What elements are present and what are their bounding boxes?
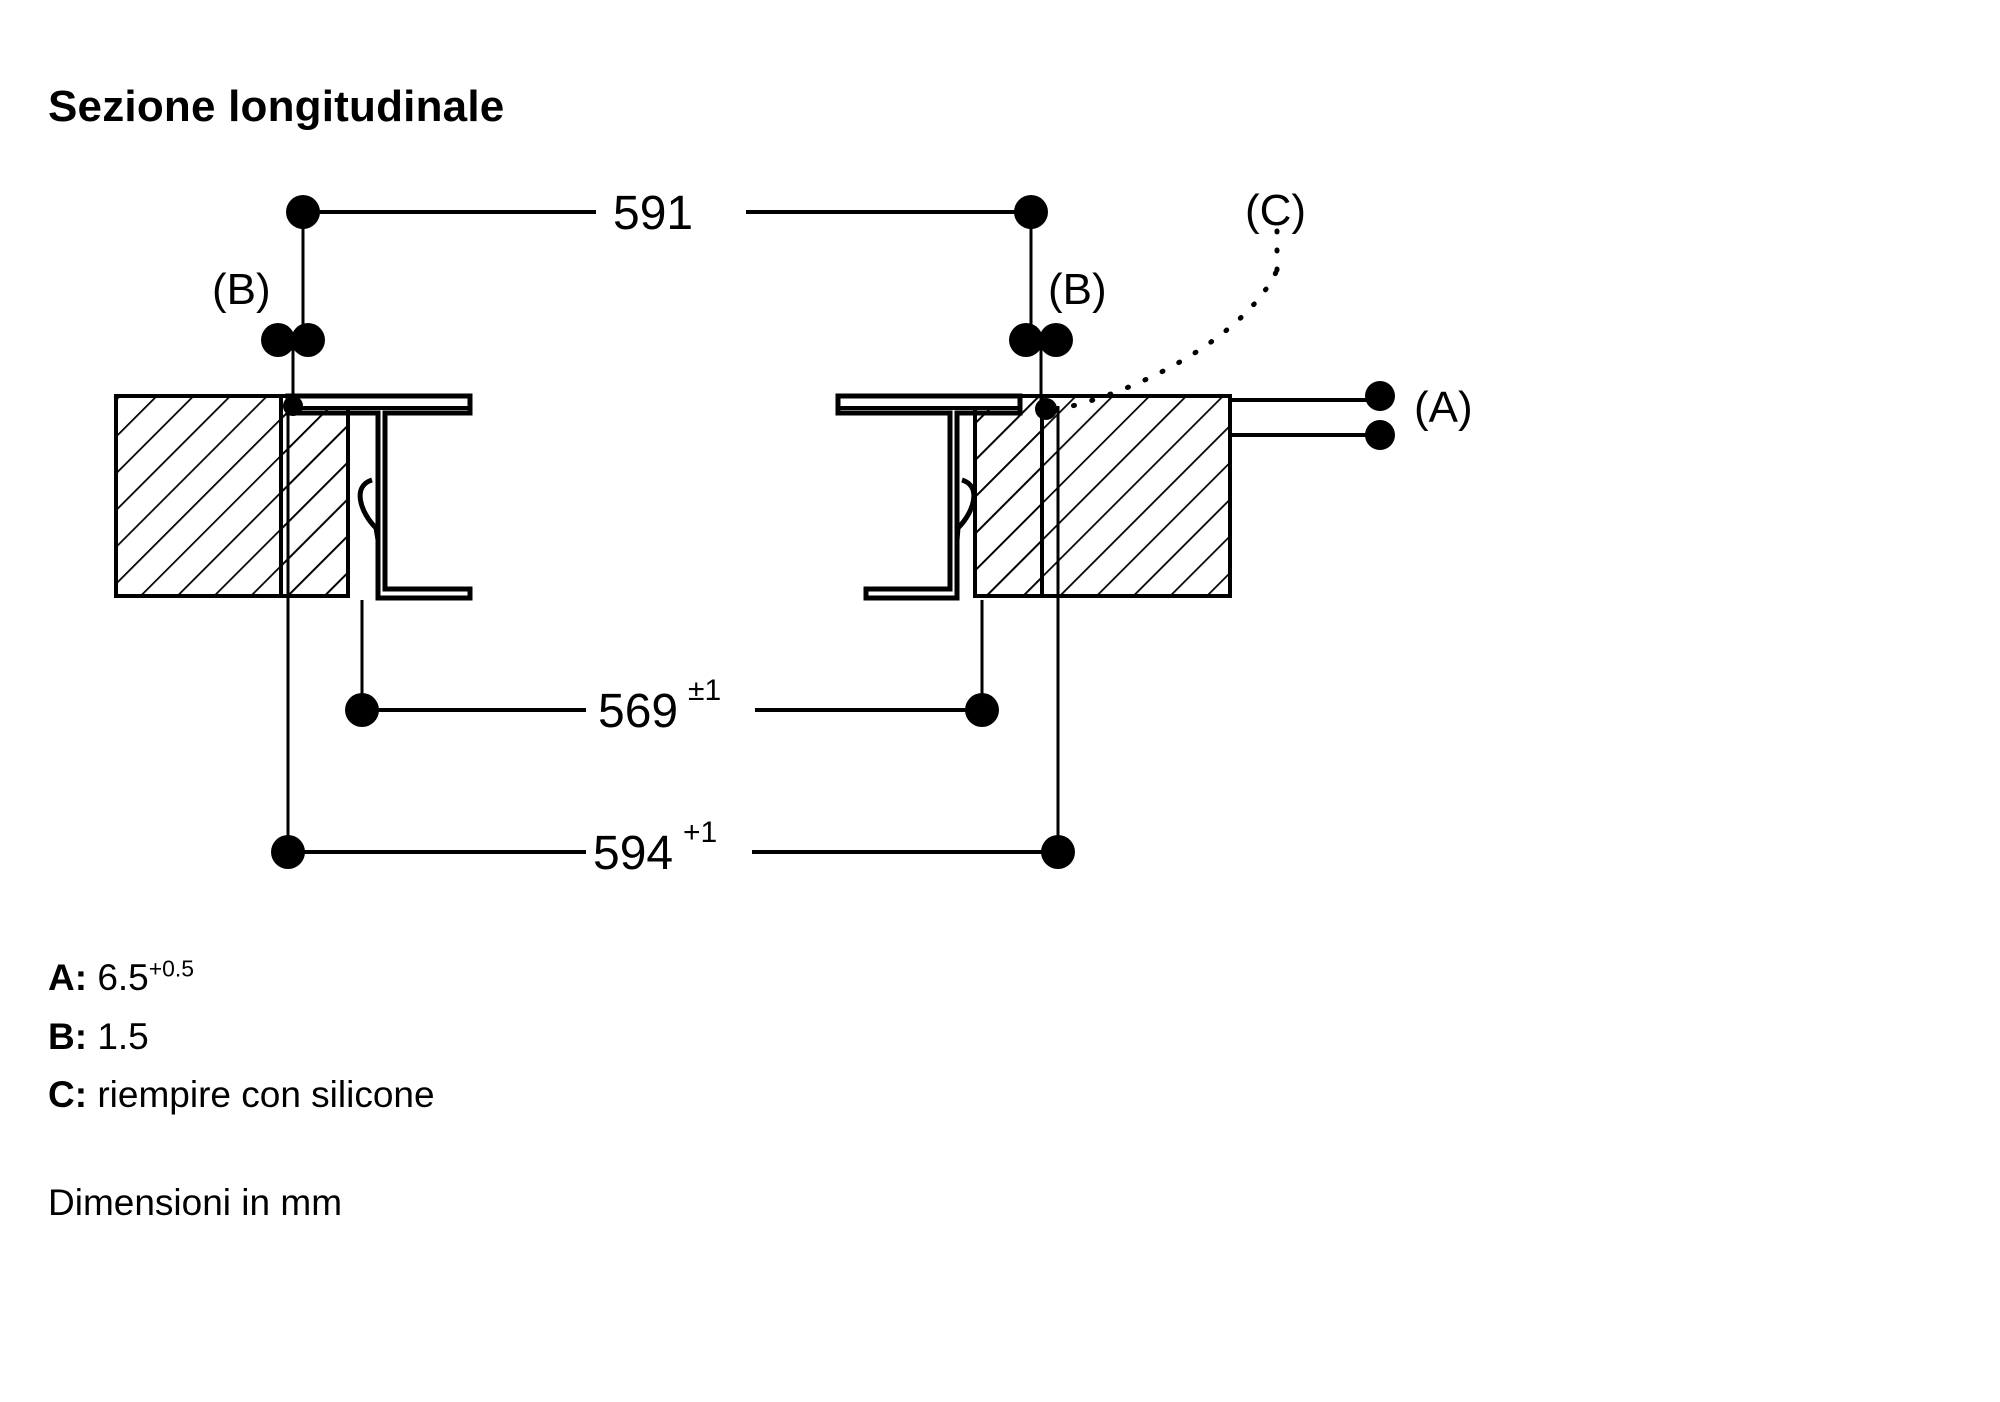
dimension-591-label: 591 <box>613 187 694 240</box>
legend-key-a: A: <box>48 957 88 998</box>
right-worktop-edge-strip <box>975 396 1042 596</box>
b-left-dot-2 <box>291 323 325 357</box>
left-spring-clip <box>360 480 378 540</box>
b-right-dot-1 <box>1009 323 1043 357</box>
c-leader <box>1055 225 1277 410</box>
b-right-dot-2 <box>1039 323 1073 357</box>
legend <box>48 952 435 1128</box>
dimension-594-label: 594 <box>593 827 674 880</box>
left-worktop-edge-strip <box>281 396 348 596</box>
dimension-594-tolerance: +1 <box>683 816 718 849</box>
legend-value-a: 6.5 <box>97 957 149 998</box>
b-left-dot-1 <box>261 323 295 357</box>
legend-key-b: B: <box>48 1015 88 1057</box>
legend-key-c: C: <box>48 1074 88 1116</box>
legend-item-a <box>48 952 435 1005</box>
legend-item-b <box>48 1011 435 1064</box>
callout-a-label: (A) <box>1414 383 1473 432</box>
legend-item-c <box>48 1069 435 1122</box>
dimension-569 <box>345 600 999 738</box>
dimension-591 <box>286 187 1048 330</box>
c-anchor-dot <box>1035 398 1057 420</box>
callout-c-label: (C) <box>1245 186 1307 235</box>
dimension-569-tolerance: ±1 <box>688 674 722 707</box>
b-left-anchor-dot <box>283 396 303 416</box>
dimension-594 <box>271 406 1075 880</box>
legend-value-c: riempire con silicone <box>97 1074 435 1116</box>
a-thickness-leader-lines <box>1230 400 1385 435</box>
legend-value-b: 1.5 <box>97 1015 149 1057</box>
dimension-569-label: 569 <box>598 685 679 738</box>
legend-sup-a: +0.5 <box>148 955 195 982</box>
units-note: Dimensioni in mm <box>48 1182 343 1223</box>
page-title: Sezione longitudinale <box>48 82 505 131</box>
a-dot-bottom <box>1365 420 1395 450</box>
a-dot-top <box>1365 381 1395 411</box>
right-spring-clip <box>957 480 974 540</box>
callout-b-left-label: (B) <box>212 265 271 314</box>
callout-b-right-label: (B) <box>1048 265 1107 314</box>
